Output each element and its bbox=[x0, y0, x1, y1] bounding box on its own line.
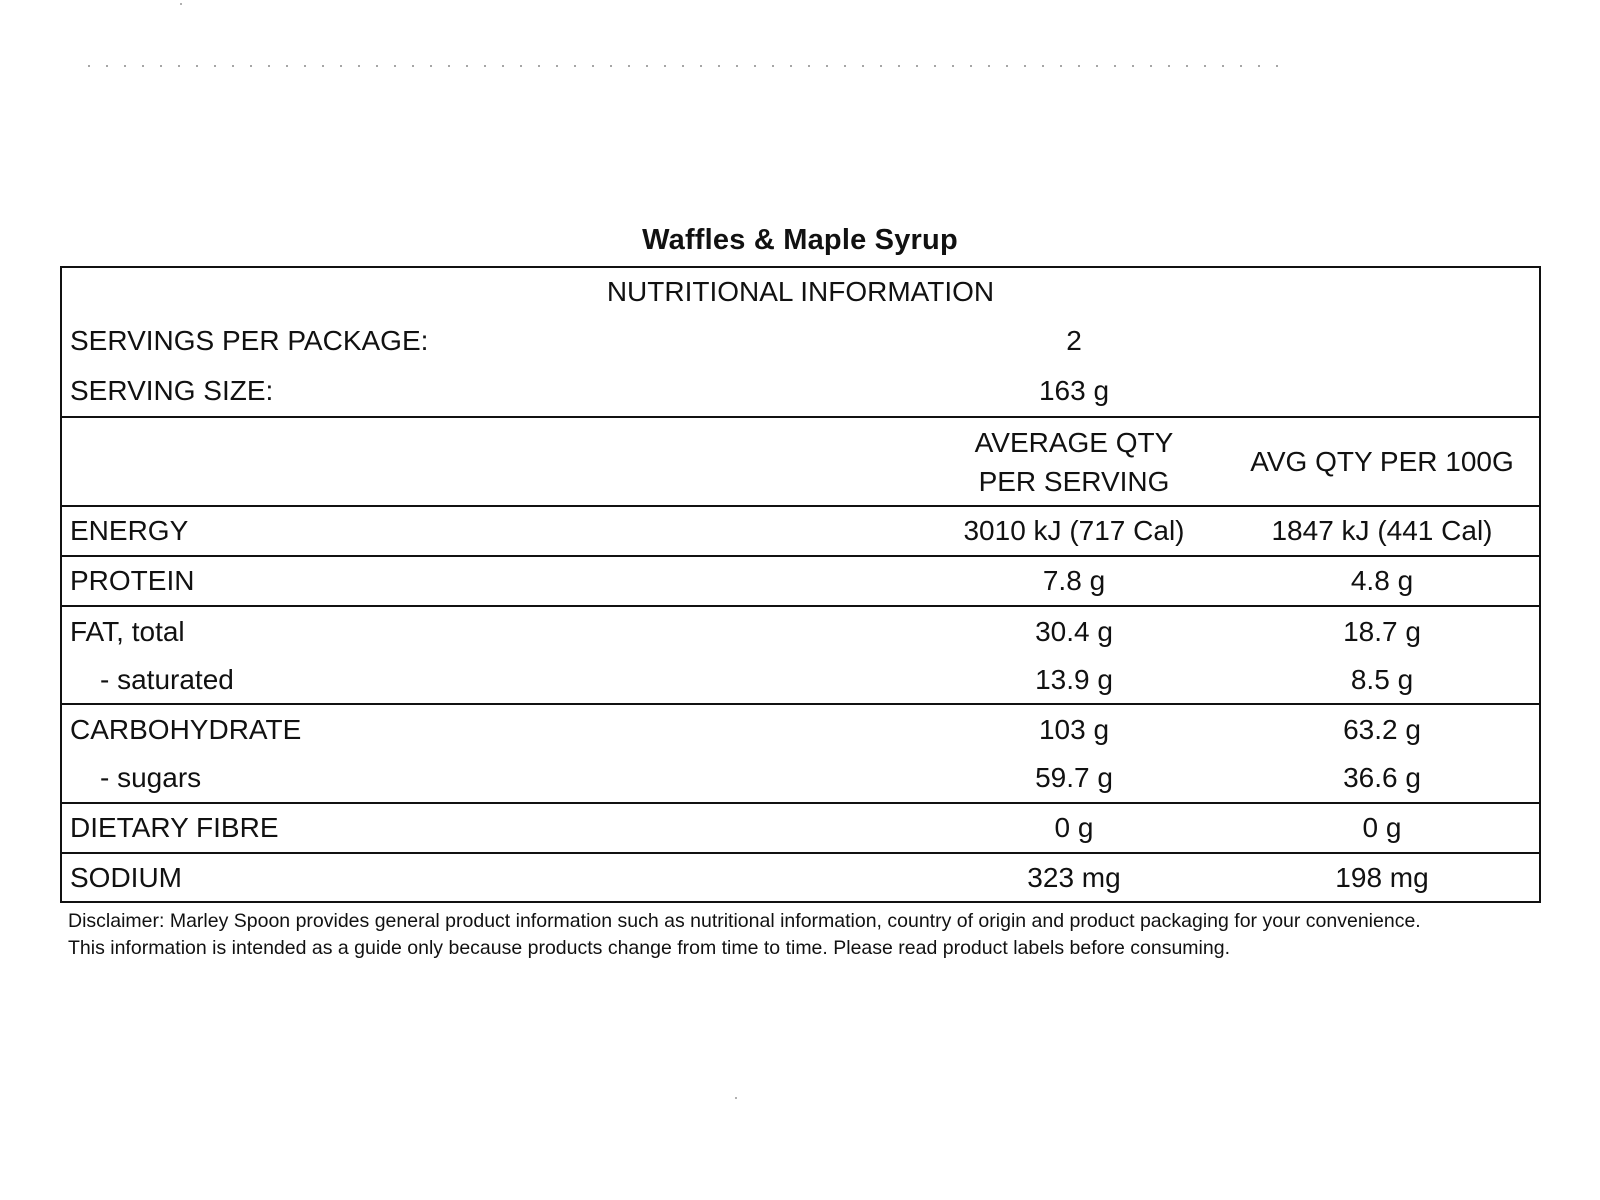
nutrient-per-serving: 0 g bbox=[1054, 812, 1094, 843]
nutrient-row-sugars bbox=[62, 754, 1539, 804]
nutrient-row-carbohydrate bbox=[62, 705, 1539, 754]
nutrient-per-serving: 103 g bbox=[1038, 713, 1110, 745]
serving-size-value: 163 g bbox=[1038, 375, 1110, 406]
nutrient-per-serving: 13.9 g bbox=[1035, 663, 1113, 695]
nutrient-label: - saturated bbox=[100, 663, 234, 695]
scan-speck bbox=[735, 1097, 737, 1099]
nutrient-per-serving: 30.4 g bbox=[1035, 615, 1113, 647]
nutrient-label: - sugars bbox=[100, 762, 202, 793]
nutrient-label: DIETARY FIBRE bbox=[70, 812, 279, 843]
nutrient-per-serving: 323 mg bbox=[1027, 861, 1121, 893]
serving-size-label: SERVING SIZE: bbox=[70, 375, 274, 406]
nutrient-row-fat-total bbox=[62, 607, 1539, 656]
servings-per-package-label: SERVINGS PER PACKAGE: bbox=[70, 325, 429, 356]
nutrient-per-serving: 59.7 g bbox=[1035, 762, 1113, 793]
disclaimer-line: Disclaimer: Marley Spoon provides general product information such as nutritional information, country of origin and product packaging for your convenience. bbox=[68, 910, 1421, 932]
panel-heading-row bbox=[62, 268, 1539, 316]
nutrient-per-100g: 18.7 g bbox=[1343, 615, 1421, 647]
cropped-text-remnant bbox=[80, 62, 1280, 70]
nutrient-row-saturated bbox=[62, 656, 1539, 705]
nutrient-label: SODIUM bbox=[70, 861, 182, 893]
serving-size-row bbox=[62, 366, 1539, 418]
servings-per-package-row bbox=[62, 316, 1539, 366]
nutrient-per-serving: 7.8 g bbox=[1042, 565, 1106, 596]
nutrient-per-100g: 8.5 g bbox=[1350, 663, 1414, 695]
nutrient-per-100g: 198 mg bbox=[1335, 861, 1429, 893]
nutrient-label: ENERGY bbox=[70, 515, 189, 546]
nutrient-per-100g: 1847 kJ (441 Cal) bbox=[1271, 515, 1493, 546]
nutrition-panel bbox=[60, 266, 1541, 903]
nutrient-row-dietary-fibre bbox=[62, 804, 1539, 854]
nutrient-per-100g: 4.8 g bbox=[1350, 565, 1414, 596]
nutrient-per-100g: 36.6 g bbox=[1343, 762, 1421, 793]
nutrient-per-100g: 0 g bbox=[1362, 812, 1402, 843]
nutrient-row-protein bbox=[62, 557, 1539, 607]
column-header-row bbox=[62, 418, 1539, 507]
disclaimer bbox=[68, 908, 1548, 962]
servings-per-package-value: 2 bbox=[1066, 325, 1082, 356]
nutrient-row-sodium bbox=[62, 854, 1539, 901]
panel-heading: NUTRITIONAL INFORMATION bbox=[606, 276, 995, 307]
column-header-per-serving: AVERAGE QTY PER SERVING bbox=[974, 426, 1174, 497]
nutrient-per-100g: 63.2 g bbox=[1343, 713, 1421, 745]
nutrient-label: PROTEIN bbox=[70, 565, 195, 596]
nutrient-label: FAT, total bbox=[70, 615, 185, 647]
nutrient-per-serving: 3010 kJ (717 Cal) bbox=[963, 515, 1185, 546]
column-header-per-100g: AVG QTY PER 100G bbox=[1250, 445, 1514, 477]
disclaimer-line: This information is intended as a guide only because products change from time to time. Please read product labels before consuming. bbox=[68, 937, 1230, 959]
nutrient-row-energy bbox=[62, 507, 1539, 557]
scan-speck bbox=[180, 3, 182, 5]
nutrient-label: CARBOHYDRATE bbox=[70, 713, 302, 745]
product-title: Waffles & Maple Syrup bbox=[642, 224, 958, 256]
